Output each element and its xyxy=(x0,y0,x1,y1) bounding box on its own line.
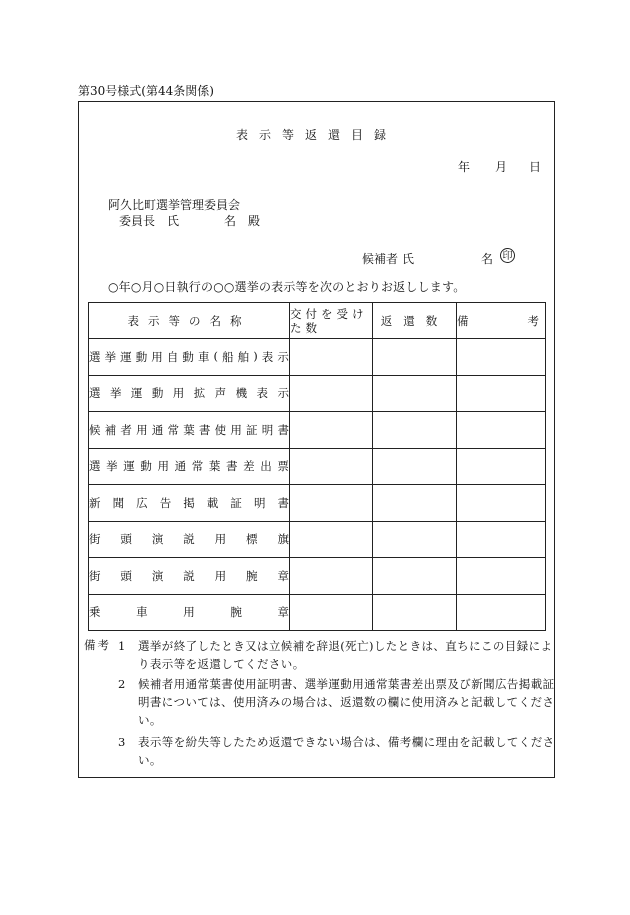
header-issued-line1: 交付を受け xyxy=(290,306,368,321)
return-list-table xyxy=(88,302,546,631)
note-3-number: 3 xyxy=(118,735,126,749)
item-name: 選 挙 運 動 用 拡 声 機 表 示 xyxy=(89,386,289,401)
remarks-cell[interactable] xyxy=(457,412,546,449)
remarks-cell[interactable] xyxy=(457,594,546,631)
issued-count-cell[interactable] xyxy=(290,558,373,595)
remarks-cell[interactable] xyxy=(457,521,546,558)
header-remarks-char2: 考 xyxy=(527,313,539,328)
candidate-mei: 名 xyxy=(481,252,494,266)
note-1-text: 選挙が終了したとき又は立候補を辞退(死亡)したときは、直ちにこの目録により表示等を返還してください。 xyxy=(138,639,553,671)
candidate-label: 候補者 xyxy=(362,252,399,266)
issued-count-cell[interactable] xyxy=(290,485,373,522)
item-name-cell xyxy=(89,558,290,595)
notes-label: 備考 xyxy=(84,638,111,652)
header-remarks xyxy=(457,303,546,339)
intro-sentence: ○年○月○日執行の○○選挙の表示等を次のとおりお返しします。 xyxy=(108,280,466,294)
item-name: 街 頭 演 説 用 標 旗 xyxy=(89,532,289,547)
header-remarks-char1: 備 xyxy=(457,313,469,328)
remarks-cell[interactable] xyxy=(457,375,546,412)
table-row xyxy=(89,594,546,631)
remarks-cell[interactable] xyxy=(457,339,546,376)
returned-count-cell[interactable] xyxy=(373,339,457,376)
addressee-organization: 阿久比町選挙管理委員会 xyxy=(108,198,241,212)
seal-mark: 印 xyxy=(500,248,515,263)
item-name: 乗 車 用 腕 章 xyxy=(89,605,289,620)
returned-count-cell[interactable] xyxy=(373,558,457,595)
addressee-den: 殿 xyxy=(248,214,261,228)
returned-count-cell[interactable] xyxy=(373,412,457,449)
table-row xyxy=(89,558,546,595)
candidate-shi: 氏 xyxy=(402,252,415,266)
table-row xyxy=(89,412,546,449)
issued-count-cell[interactable] xyxy=(290,448,373,485)
issued-count-cell[interactable] xyxy=(290,412,373,449)
header-returned-count: 返還数 xyxy=(373,303,457,339)
item-name-cell xyxy=(89,485,290,522)
remarks-cell[interactable] xyxy=(457,558,546,595)
addressee-chair: 委員長 xyxy=(119,214,156,228)
item-name: 選 挙 運 動 用 通 常 葉 書 差 出 票 xyxy=(89,459,289,474)
issued-count-cell[interactable] xyxy=(290,521,373,558)
item-name: 選 挙 運 動 用 自 動 車 ( 船 舶 ) 表 示 xyxy=(89,348,289,364)
table-row xyxy=(89,375,546,412)
table-row xyxy=(89,521,546,558)
item-name-cell xyxy=(89,521,290,558)
issued-count-cell[interactable] xyxy=(290,339,373,376)
returned-count-cell[interactable] xyxy=(373,521,457,558)
returned-count-cell[interactable] xyxy=(373,375,457,412)
item-name-cell xyxy=(89,448,290,485)
header-issued-line2: た数 xyxy=(290,320,321,335)
returned-count-cell[interactable] xyxy=(373,594,457,631)
issued-count-cell[interactable] xyxy=(290,594,373,631)
table-row xyxy=(89,339,546,376)
remarks-cell[interactable] xyxy=(457,485,546,522)
item-name-cell xyxy=(89,412,290,449)
note-2-number: 2 xyxy=(118,677,126,691)
item-name-cell xyxy=(89,375,290,412)
returned-count-cell[interactable] xyxy=(373,485,457,522)
addressee-mei: 名 xyxy=(224,214,237,228)
table-row xyxy=(89,448,546,485)
form-title: 表示等返還目録 xyxy=(235,128,397,142)
form-number: 第30号様式(第44条関係) xyxy=(78,84,214,98)
item-name: 新 聞 広 告 掲 載 証 明 書 xyxy=(89,495,289,510)
date-month: 月 xyxy=(495,160,508,174)
item-name: 候 補 者 用 通 常 葉 書 使 用 証 明 書 xyxy=(89,422,289,437)
item-name-cell xyxy=(89,594,290,631)
remarks-cell[interactable] xyxy=(457,448,546,485)
note-1-number: 1 xyxy=(118,639,126,653)
date-day: 日 xyxy=(529,160,542,174)
item-name: 街 頭 演 説 用 腕 章 xyxy=(89,568,289,583)
table-header-row xyxy=(89,303,546,339)
addressee-shi: 氏 xyxy=(167,214,180,228)
returned-count-cell[interactable] xyxy=(373,448,457,485)
header-issued-count xyxy=(290,303,373,339)
item-name-cell xyxy=(89,339,290,376)
date-year: 年 xyxy=(458,160,471,174)
note-2-text: 候補者用通常葉書使用証明書、選挙運動用通常葉書差出票及び新聞広告掲載証明書については、使用済みの場合は、返還数の欄に使用済みと記載してください。 xyxy=(138,677,555,727)
issued-count-cell[interactable] xyxy=(290,375,373,412)
note-3-text: 表示等を紛失等したため返還できない場合は、備考欄に理由を記載してください。 xyxy=(138,735,555,767)
header-item-name: 表示等の名称 xyxy=(89,303,290,339)
table-row xyxy=(89,485,546,522)
